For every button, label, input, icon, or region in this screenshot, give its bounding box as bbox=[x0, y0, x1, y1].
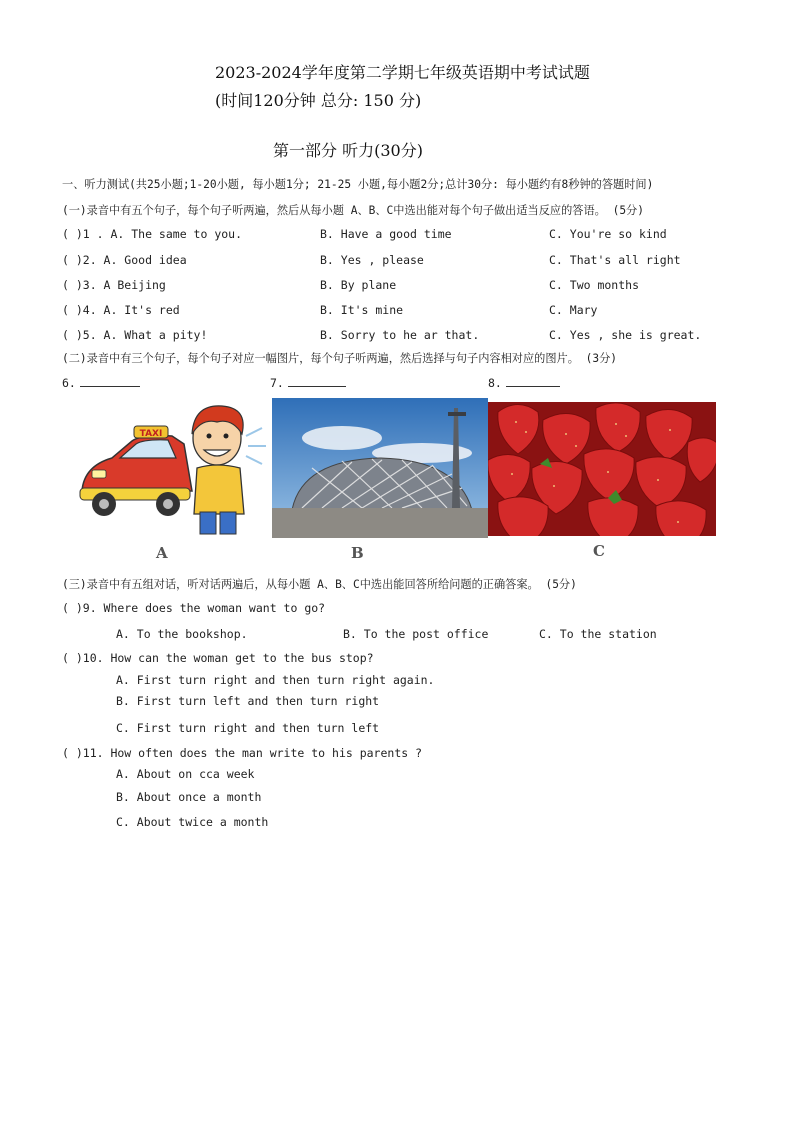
q10-stem: ( )10. How can the woman get to the bus stop? bbox=[62, 651, 374, 665]
q3-option-c: C. Two months bbox=[549, 278, 640, 292]
picture-a-taxi bbox=[72, 396, 272, 541]
q3-option-b: B. By plane bbox=[320, 278, 397, 292]
blank-line bbox=[80, 376, 140, 387]
part-heading: 第一部分 听力(30分) bbox=[273, 141, 423, 160]
picture-c-label: C bbox=[593, 542, 605, 560]
q1-option-b: B. Have a good time bbox=[320, 227, 452, 241]
answer-blank-6[interactable] bbox=[62, 376, 140, 390]
q5-option-c: C. Yes , she is great. bbox=[549, 328, 702, 342]
blank-line bbox=[506, 376, 560, 387]
q5-option-b: B. Sorry to he ar that. bbox=[320, 328, 480, 342]
q9-stem: ( )9. Where does the woman want to go? bbox=[62, 601, 326, 615]
section1-instruction: (一)录音中有五个句子，每个句子听两遍，然后从每小题 A、B、C中选出能对每个句子做出适当反应的答语。 (5分) bbox=[62, 204, 644, 217]
q2-option-b: B. Yes , please bbox=[320, 253, 424, 267]
q4-option-a: ( )4. A. It's red bbox=[62, 303, 180, 317]
q11-stem: ( )11. How often does the man write to his parents ? bbox=[62, 746, 423, 760]
exam-subtitle: (时间120分钟 总分: 150 分) bbox=[215, 91, 422, 110]
picture-b-label: B bbox=[351, 544, 364, 562]
stadium-illustration bbox=[272, 398, 488, 538]
q1-option-c: C. You're so kind bbox=[549, 227, 667, 241]
q2-option-a: ( )2. A. Good idea bbox=[62, 253, 187, 267]
q9-option-c: C. To the station bbox=[539, 627, 657, 641]
q2-option-c: C. That's all right bbox=[549, 253, 681, 267]
q3-option-a: ( )3. A Beijing bbox=[62, 278, 166, 292]
listening-instruction: 一、听力测试(共25小题;1-20小题, 每小题1分; 21-25 小题,每小题2分;总计30分: 每小题约有8秒钟的答题时间) bbox=[62, 178, 654, 191]
q11-option-b: B. About once a month bbox=[116, 790, 262, 804]
q9-option-b: B. To the post office bbox=[343, 627, 489, 641]
strawberries-illustration bbox=[488, 402, 716, 536]
q4-option-c: C. Mary bbox=[549, 303, 598, 317]
blank-number: 6. bbox=[62, 376, 76, 390]
q5-option-a: ( )5. A. What a pity! bbox=[62, 328, 208, 342]
taxi-sign: TAXI bbox=[139, 429, 163, 439]
q9-option-a: A. To the bookshop. bbox=[116, 627, 248, 641]
exam-title: 2023-2024学年度第二学期七年级英语期中考试试题 bbox=[215, 63, 590, 82]
taxi-illustration bbox=[72, 396, 272, 541]
picture-a-label: A bbox=[156, 544, 168, 562]
picture-c-strawberries bbox=[488, 402, 716, 536]
q10-option-a: A. First turn right and then turn right again. bbox=[116, 673, 435, 687]
q11-option-c: C. About twice a month bbox=[116, 815, 269, 829]
picture-b-stadium bbox=[272, 398, 488, 538]
q10-option-b: B. First turn left and then turn right bbox=[116, 694, 380, 708]
blank-line bbox=[288, 376, 346, 387]
answer-blank-8[interactable] bbox=[488, 376, 560, 390]
section3-instruction: (三)录音中有五组对话，听对话两遍后，从每小题 A、B、C中选出能回答所给问题的正确答案。 (5分) bbox=[62, 578, 577, 591]
blank-number: 7. bbox=[270, 376, 284, 390]
section2-instruction: (二)录音中有三个句子，每个句子对应一幅图片，每个句子听两遍，然后选择与句子内容相对应的图片。 (3分) bbox=[62, 352, 618, 365]
q11-option-a: A. About on cca week bbox=[116, 767, 255, 781]
answer-blank-7[interactable] bbox=[270, 376, 346, 390]
q10-option-c: C. First turn right and then turn left bbox=[116, 721, 380, 735]
blank-number: 8. bbox=[488, 376, 502, 390]
q4-option-b: B. It's mine bbox=[320, 303, 404, 317]
q1-option-a: ( )1 . A. The same to you. bbox=[62, 227, 243, 241]
